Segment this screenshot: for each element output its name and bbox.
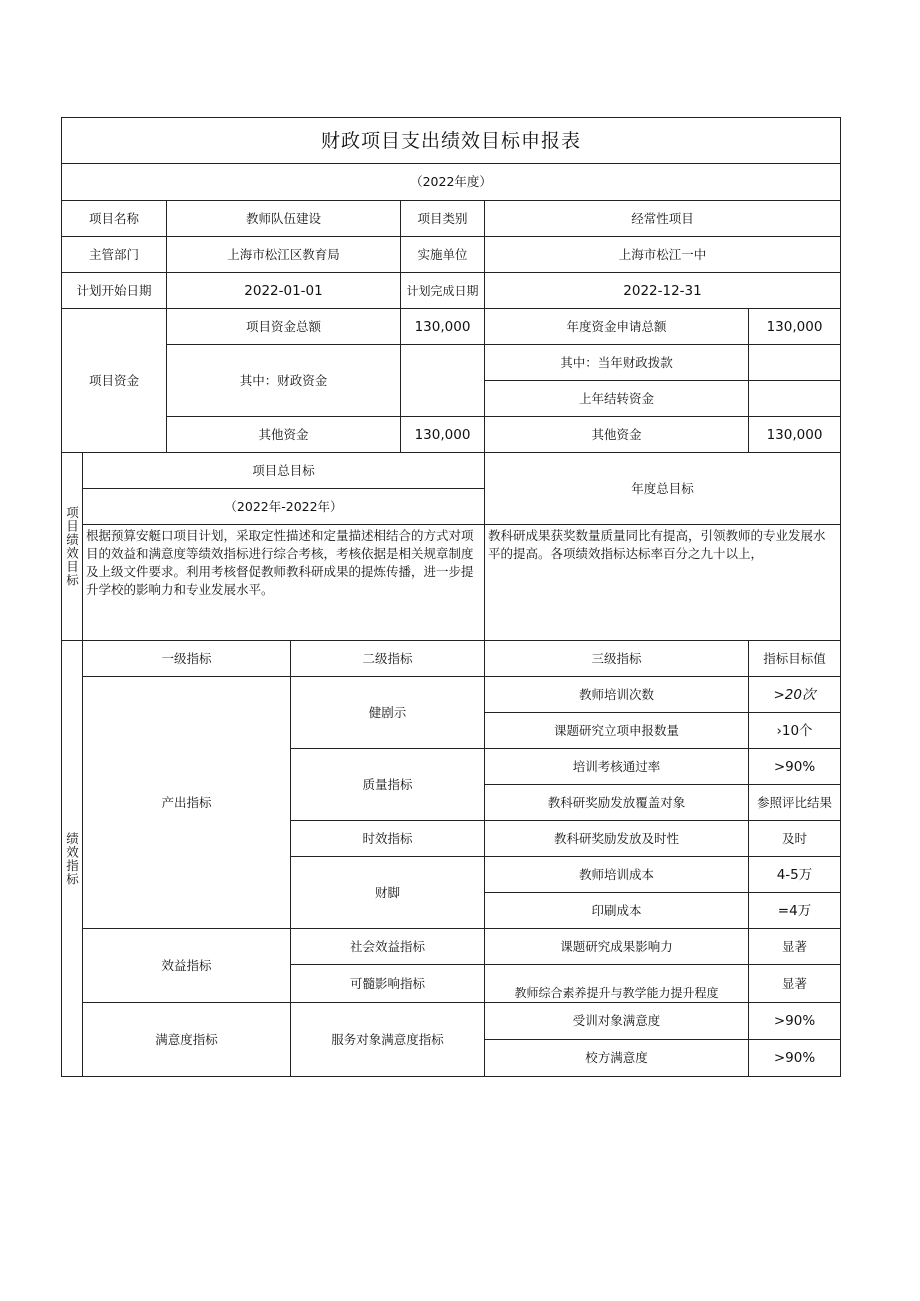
project-name-value: 教师队伍建设 [245, 210, 321, 226]
indicators-section-label: 绩效指标 [64, 831, 80, 886]
start-date-label: 计划开始日期 [76, 282, 152, 298]
page-title: 财政项目支出绩效目标申报表 [320, 129, 581, 152]
dept-label: 主管部门 [88, 246, 139, 262]
indicator-row-name: 课题研究成果影响力 [560, 938, 673, 954]
level1-satisfaction: 满意度指标 [155, 1031, 218, 1047]
indicator-row-name: 受训对象满意度 [572, 1013, 661, 1028]
funds-annual-label: 年度资金申请总额 [566, 318, 667, 334]
header-level1: 一级指标 [161, 650, 212, 666]
indicator-row-name: 教科研奖励发放及时性 [553, 830, 679, 846]
level2-sustainable-impact: 可髓影响指标 [349, 975, 425, 991]
indicator-row-value: 显著 [781, 938, 807, 954]
level1-output: 产出指标 [161, 794, 212, 810]
other-funds-label-right: 其他资金 [591, 426, 642, 442]
annual-goal-label: 年度总目标 [631, 480, 694, 496]
level2-quantity: 健剧示 [368, 704, 407, 720]
start-date-value: 2022-01-01 [244, 282, 323, 299]
unit-label: 实施单位 [417, 246, 468, 262]
indicator-row-name: 培训考核通过率 [572, 758, 661, 774]
other-funds-value-right: 130,000 [766, 426, 823, 443]
dept-value: 上海市松江区教育局 [227, 246, 340, 262]
funds-annual-value: 130,000 [766, 318, 823, 335]
fiscal-funds-label: 其中：财政资金 [239, 372, 328, 388]
end-date-label: 计划完成日期 [406, 283, 479, 298]
unit-value: 上海市松江一中 [618, 246, 707, 262]
indicator-row-value: =4万 [777, 902, 812, 919]
project-type-label: 项目类别 [417, 210, 468, 226]
overall-goal-text: 根据预算安艇口项目计划，采取定性描述和定量描述相结合的方式对项目的效益和满意度等绩效指标进行综合考核，考核依据是相关规章制度及上级文件要求。利用考核督促教师教科研成果的提炼传播，进一步提升学校的影响力和专业发展水平。 [86, 528, 474, 597]
goals-section-label: 项目绩效目标 [64, 506, 80, 587]
header-level2: 二级指标 [362, 650, 413, 666]
overall-goal-period: （2022年-2022年） [224, 498, 343, 514]
project-type-value: 经常性项目 [631, 210, 694, 226]
overall-goal-label: 项目总目标 [252, 462, 315, 478]
indicator-row-name: 教科研奖励发放覆盖对象 [547, 794, 686, 810]
indicator-row-name: 印刷成本 [591, 902, 642, 918]
header-level3: 三级指标 [591, 650, 642, 666]
indicator-row-name: 教师综合素养提升与教学能力提升程度 [514, 986, 719, 1000]
annual-goal-text: 教科研成果获奖数量质量同比有提高，引领教师的专业发展水平的提高。各项绩效指标达标率百分之九十以上， [488, 528, 826, 561]
project-name-label: 项目名称 [88, 210, 139, 226]
funds-total-label: 项目资金总额 [245, 318, 321, 334]
indicator-row-value: >90% [773, 1050, 816, 1066]
other-funds-value-left: 130,000 [414, 426, 471, 443]
current-appropriation-label: 其中：当年财政拨款 [560, 354, 673, 370]
border-bottom [61, 1076, 841, 1077]
level2-timeliness: 时效指标 [362, 830, 413, 846]
border-right [840, 117, 841, 1077]
header-target: 指标目标值 [763, 650, 826, 666]
funds-label: 项目资金 [88, 372, 139, 388]
indicator-row-value: 显著 [781, 975, 807, 991]
level2-social-benefit: 社会效益指标 [349, 938, 425, 954]
indicator-row-value: >20次 [773, 686, 816, 703]
indicator-row-value: 参照评比结果 [756, 794, 832, 810]
year-subtitle: （2022年度） [410, 174, 492, 189]
level2-service-satisfaction: 服务对象满意度指标 [331, 1031, 444, 1047]
funds-total-value: 130,000 [414, 318, 471, 335]
indicator-row-value: ›10个 [776, 722, 813, 739]
indicator-row-name: 教师培训次数 [578, 686, 654, 702]
indicator-row-value: >90% [773, 1013, 816, 1029]
level1-benefit: 效益指标 [161, 957, 212, 973]
indicator-row-name: 教师培训成本 [578, 866, 654, 882]
indicator-row-value: 及时 [781, 830, 807, 846]
level2-quality: 质量指标 [362, 776, 413, 792]
carryover-label: 上年结转资金 [578, 390, 654, 406]
end-date-value: 2022-12-31 [623, 282, 702, 299]
indicator-row-name: 课题研究立项申报数量 [553, 722, 679, 738]
indicator-row-name: 校方满意度 [585, 1050, 648, 1065]
other-funds-label-left: 其他资金 [258, 426, 309, 442]
indicator-row-value: 4-5万 [776, 866, 813, 883]
level2-cost: 财脚 [374, 884, 400, 900]
indicator-row-value: >90% [773, 758, 816, 775]
